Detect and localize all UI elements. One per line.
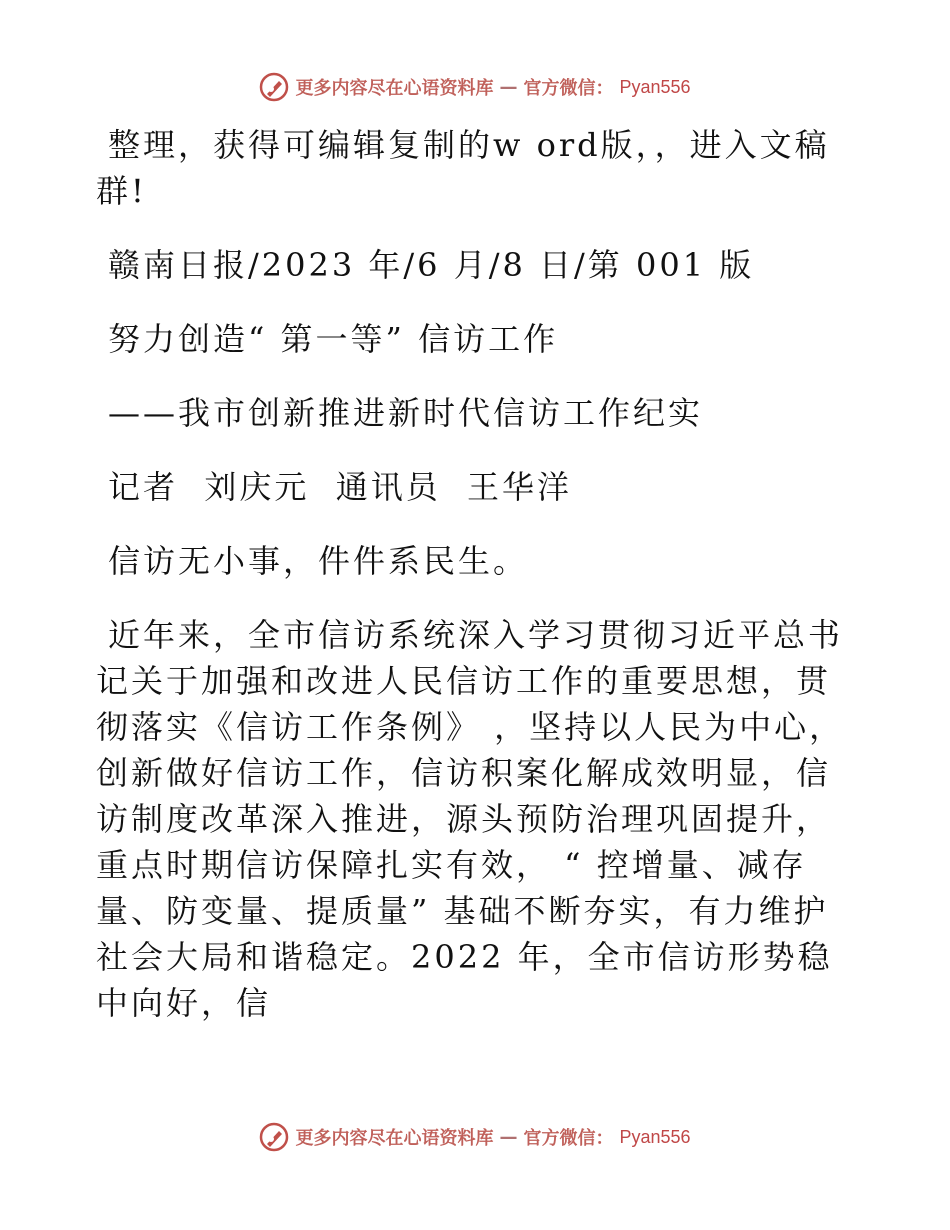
byline: 记者 刘庆元 通讯员 王华洋 bbox=[108, 468, 573, 506]
watermark-wechat-id: Pyan556 bbox=[619, 1126, 691, 1147]
watermark-separator: — bbox=[499, 76, 518, 98]
watermark-site-text: 更多内容尽在心语资料库 bbox=[295, 1128, 494, 1149]
pen-logo-icon bbox=[259, 1122, 289, 1152]
header-watermark bbox=[0, 72, 950, 102]
watermark-site-text: 更多内容尽在心语资料库 bbox=[295, 78, 494, 99]
article-subtitle: ——我市创新推进新时代信访工作纪实 bbox=[108, 394, 704, 432]
article-title: 努力创造“ 第一等” 信访工作 bbox=[108, 320, 559, 358]
source-line: 赣南日报/2023 年/6 月/8 日/第 001 版 bbox=[108, 246, 755, 284]
pen-logo-icon bbox=[259, 72, 289, 102]
watermark-wechat-label: 官方微信： bbox=[523, 1128, 614, 1149]
lead-sentence: 信访无小事，件件系民生。 bbox=[108, 542, 529, 580]
watermark-wechat-id: Pyan556 bbox=[619, 76, 691, 97]
footer-watermark bbox=[0, 1122, 950, 1152]
intro-paragraph: 整理，获得可编辑复制的w ord版，，进入文稿群! bbox=[96, 126, 830, 210]
watermark-separator: — bbox=[499, 1126, 518, 1148]
article-content bbox=[96, 122, 856, 1026]
body-paragraph: 近年来，全市信访系统深入学习贯彻习近平总书记关于加强和改进人民信访工作的重要思想，贯彻落实《信访工作条例》 ，坚持以人民为中心，创新做好信访工作，信访积案化解成效明显，信访制度改革深入推进，源头预防治理巩固提升，重点时期信访保障扎实有效， “ 控增量、减存量、防变量、提质量” 基础不断夯实，有力维护社会大局和谐稳定。2022 年，全市信访形势稳中向好，信 bbox=[96, 616, 845, 1022]
watermark-wechat-label: 官方微信： bbox=[523, 78, 614, 99]
